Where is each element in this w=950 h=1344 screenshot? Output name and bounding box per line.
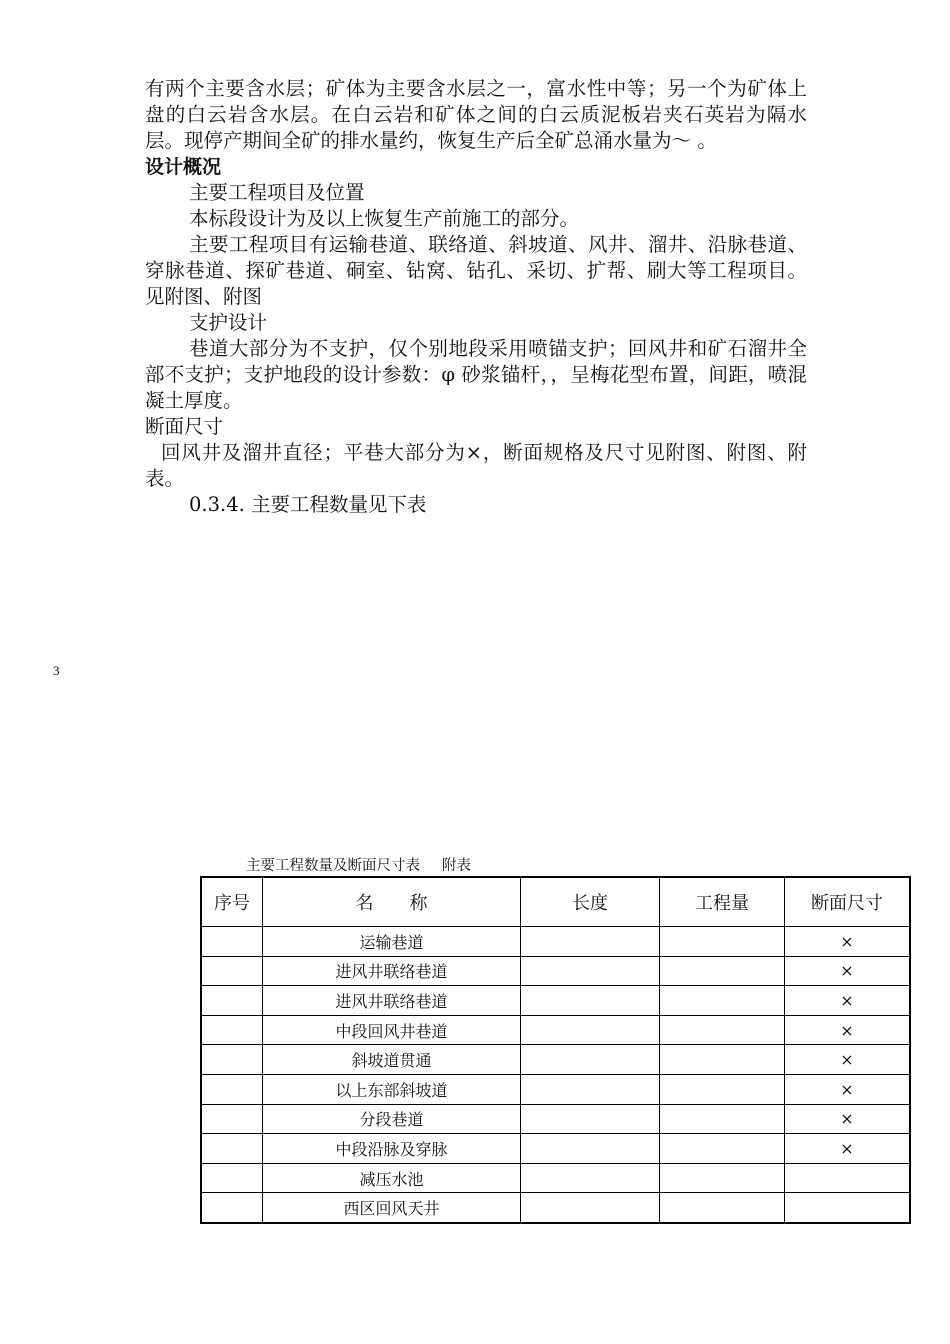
cell-length <box>521 1045 660 1075</box>
cell-length <box>521 927 660 957</box>
cell-name: 分段巷道 <box>263 1104 521 1134</box>
cell-section-size: × <box>785 1015 911 1045</box>
paragraph-section-size: 回风井及溜井直径；平巷大部分为×，断面规格及尺寸见附图、附图、附表。 <box>145 441 807 490</box>
paragraph-quantity-intro: 0.3.4. 主要工程数量见下表 <box>189 493 427 516</box>
body-text <box>145 76 807 518</box>
cell-section-size: × <box>785 956 911 986</box>
page-number: 3 <box>53 663 60 678</box>
cell-index <box>201 1015 263 1045</box>
cell-index <box>201 1193 263 1223</box>
cell-name: 西区回风天井 <box>263 1193 521 1223</box>
paragraph-support: 巷道大部分为不支护，仅个别地段采用喷锚支护；回风井和矿石溜井全部不支护；支护地段的设计参数：φ 砂浆锚杆，，呈梅花型布置，间距，喷混凝土厚度。 <box>145 337 807 412</box>
cell-quantity <box>660 986 785 1016</box>
paragraph-scope: 本标段设计为及以上恢复生产前施工的部分。 <box>189 207 580 230</box>
cell-length <box>521 1015 660 1045</box>
cell-name: 以上东部斜坡道 <box>263 1074 521 1104</box>
cell-index <box>201 956 263 986</box>
cell-length <box>521 1074 660 1104</box>
cell-name: 进风井联络巷道 <box>263 986 521 1016</box>
cell-length <box>521 1193 660 1223</box>
cell-section-size <box>785 1163 911 1193</box>
cell-length <box>521 1134 660 1164</box>
cell-quantity <box>660 1193 785 1223</box>
cell-name: 中段沿脉及穿脉 <box>263 1134 521 1164</box>
cell-quantity <box>660 1163 785 1193</box>
cell-quantity <box>660 1015 785 1045</box>
cell-quantity <box>660 956 785 986</box>
cell-section-size: × <box>785 1104 911 1134</box>
paragraph-hydrology: 有两个主要含水层；矿体为主要含水层之一，富水性中等；另一个为矿体上盘的白云岩含水层。在白云岩和矿体之间的白云质泥板岩夹石英岩为隔水层。现停产期间全矿的排水量约，恢复生产后全矿总涌水量为～ 。 <box>145 77 807 152</box>
cell-quantity <box>660 1134 785 1164</box>
table-row <box>201 1134 910 1164</box>
cell-quantity <box>660 927 785 957</box>
cell-section-size: × <box>785 1074 911 1104</box>
section-heading-design-overview: 设计概况 <box>145 156 222 178</box>
table-row <box>201 1015 910 1045</box>
cell-section-size: × <box>785 1045 911 1075</box>
table-row <box>201 1104 910 1134</box>
cell-index <box>201 927 263 957</box>
cell-index <box>201 986 263 1016</box>
table-caption-title: 主要工程数量及断面尺寸表 <box>246 858 420 874</box>
table-row <box>201 986 910 1016</box>
table-header-row <box>201 877 910 927</box>
header-section-size: 断面尺寸 <box>785 877 911 927</box>
cell-name: 减压水池 <box>263 1163 521 1193</box>
cell-name: 中段回风井巷道 <box>263 1015 521 1045</box>
cell-section-size: × <box>785 986 911 1016</box>
cell-name: 斜坡道贯通 <box>263 1045 521 1075</box>
table-row <box>201 1193 910 1223</box>
table-caption <box>246 854 471 875</box>
cell-length <box>521 1104 660 1134</box>
cell-index <box>201 1104 263 1134</box>
cell-section-size: × <box>785 927 911 957</box>
header-name: 名 称 <box>263 877 521 927</box>
cell-section-size <box>785 1193 911 1223</box>
subheading-support-design: 支护设计 <box>189 311 268 334</box>
cell-length <box>521 986 660 1016</box>
cell-section-size: × <box>785 1134 911 1164</box>
cell-length <box>521 956 660 986</box>
table-row <box>201 927 910 957</box>
cell-quantity <box>660 1104 785 1134</box>
header-index: 序号 <box>201 877 263 927</box>
table-caption-tag: 附表 <box>442 858 471 874</box>
cell-quantity <box>660 1045 785 1075</box>
cell-index <box>201 1074 263 1104</box>
table-row <box>201 1074 910 1104</box>
cell-quantity <box>660 1074 785 1104</box>
table-row <box>201 956 910 986</box>
cell-name: 运输巷道 <box>263 927 521 957</box>
cell-index <box>201 1045 263 1075</box>
table-row <box>201 1045 910 1075</box>
header-length: 长度 <box>521 877 660 927</box>
quantity-table <box>200 876 911 1224</box>
cell-name: 进风井联络巷道 <box>263 956 521 986</box>
cell-length <box>521 1163 660 1193</box>
paragraph-work-items: 主要工程项目有运输巷道、联络道、斜坡道、风井、溜井、沿脉巷道、穿脉巷道、探矿巷道、硐室、钻窝、钻孔、采切、扩帮、刷大等工程项目。见附图、附图 <box>145 233 807 308</box>
table-row <box>201 1163 910 1193</box>
cell-index <box>201 1134 263 1164</box>
header-quantity: 工程量 <box>660 877 785 927</box>
subheading-main-works: 主要工程项目及位置 <box>189 181 365 204</box>
cell-index <box>201 1163 263 1193</box>
subheading-section-size: 断面尺寸 <box>145 415 224 438</box>
